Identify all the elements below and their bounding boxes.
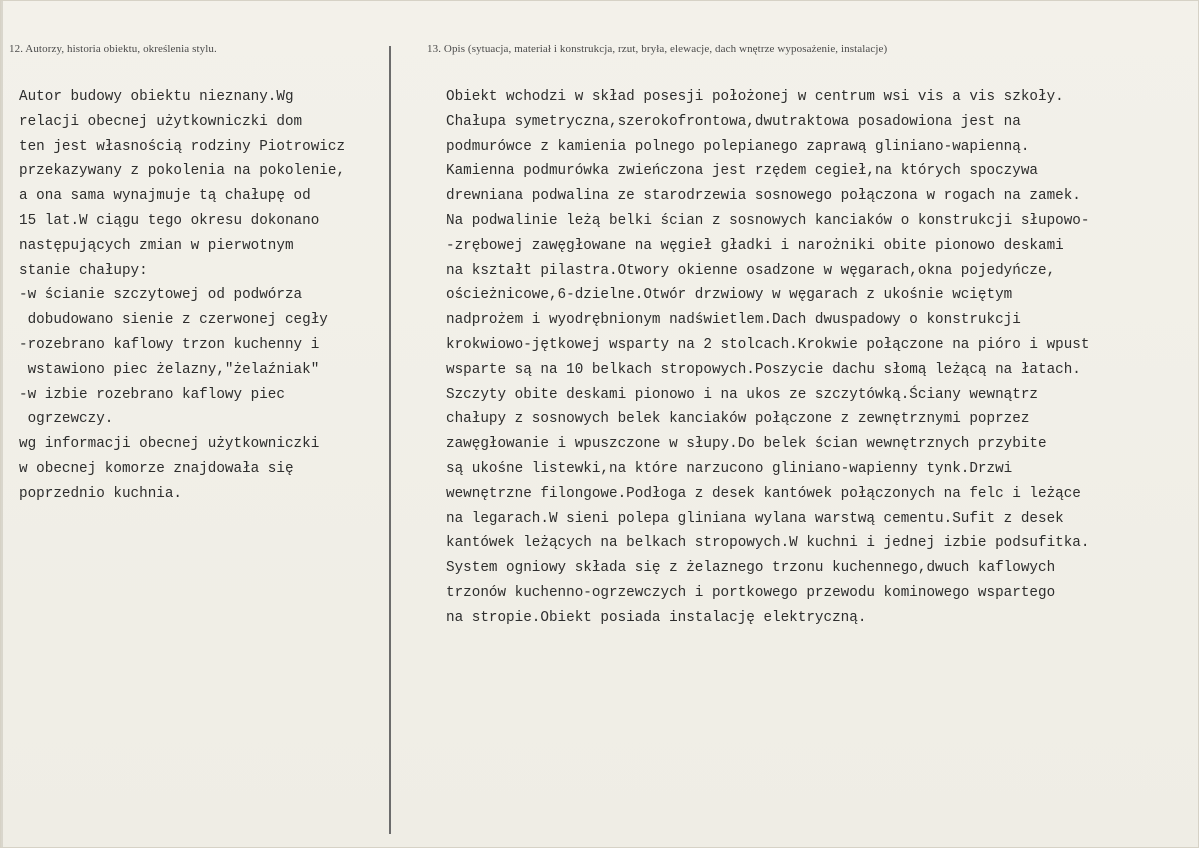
description-text-line: nadprożem i wyodrębnionym nadświetlem.Dach dwuspadowy o konstrukcji	[446, 312, 1021, 329]
history-text-line: stanie chałupy:	[19, 262, 148, 279]
description-text-line: System ogniowy składa się z żelaznego trzonu kuchennego,dwuch kaflowych	[446, 560, 1056, 577]
description-text-line: Na podwalinie leżą belki ścian z sosnowych kanciaków o konstrukcji słupowo-	[446, 212, 1090, 229]
description-text-line: ościeżnicowe,6-dzielne.Otwór drzwiowy w węgarach z ukośnie wciętym	[446, 287, 1013, 304]
description-text-line: Szczyty obite deskami pionowo i na ukos ze szczytówką.Ściany wewnątrz	[446, 386, 1038, 403]
history-text-line: w obecnej komorze znajdowała się	[19, 460, 294, 477]
history-text-line: wg informacji obecnej użytkowniczki	[19, 436, 320, 453]
description-text-line: -zrębowej zawęgłowane na węgieł gładki i narożniki obite pionowo deskami	[446, 237, 1064, 254]
description-text-line: Kamienna podmurówka zwieńczona jest rzędem cegieł,na których spoczywa	[446, 163, 1038, 180]
section-12-header: 12. Autorzy, historia obiektu, określenia stylu.	[9, 43, 217, 55]
description-text-column	[446, 85, 1191, 631]
history-text-line: -w izbie rozebrano kaflowy piec	[19, 386, 285, 403]
description-text-line: podmurówce z kamienia polnego polepianego zaprawą gliniano-wapienną.	[446, 138, 1030, 155]
section-13-header: 13. Opis (sytuacja, materiał i konstrukcja, rzut, bryła, elewacje, dach wnętrze wyposażenie, instalacje)	[427, 43, 888, 55]
history-text-line: Autor budowy obiektu nieznany.Wg	[19, 89, 294, 105]
history-text-line: relacji obecnej użytkowniczki dom	[19, 113, 303, 130]
description-text-line: wsparte są na 10 belkach stropowych.Poszycie dachu słomą leżącą na łatach.	[446, 361, 1081, 378]
description-text-line: Chałupa symetryczna,szerokofrontowa,dwutraktowa posadowiona jest na	[446, 113, 1021, 130]
column-divider	[389, 46, 391, 834]
history-text-line: ogrzewczy.	[19, 411, 114, 428]
description-text-line: chałupy z sosnowych belek kanciaków połączone z zewnętrznymi poprzez	[446, 411, 1030, 428]
history-text-column	[19, 85, 389, 507]
description-text-line: zawęgłowanie i wpuszczone w słupy.Do belek ścian wewnętrznych przybite	[446, 436, 1047, 453]
history-text-line: 15 lat.W ciągu tego okresu dokonano	[19, 212, 320, 229]
description-text-line: na stropie.Obiekt posiada instalację elektryczną.	[446, 609, 867, 626]
description-text-line: są ukośne listewki,na które narzucono gliniano-wapienny tynk.Drzwi	[446, 460, 1013, 477]
history-text-line: następujących zmian w pierwotnym	[19, 237, 294, 254]
history-text-line: -w ścianie szczytowej od podwórza	[19, 287, 303, 304]
description-text-line: Obiekt wchodzi w skład posesji położonej w centrum wsi vis a vis szkoły.	[446, 89, 1064, 105]
description-text-line: na kształt pilastra.Otwory okienne osadzone w węgarach,okna pojedyńcze,	[446, 262, 1056, 279]
history-text-line: dobudowano sienie z czerwonej cegły	[19, 312, 328, 329]
history-text-line: przekazywany z pokolenia na pokolenie,	[19, 163, 346, 180]
description-text-line: na legarach.W sieni polepa gliniana wylana warstwą cementu.Sufit z desek	[446, 510, 1064, 527]
history-text-line: wstawiono piec żelazny,"żelaźniak"	[19, 361, 320, 378]
history-text-line: -rozebrano kaflowy trzon kuchenny i	[19, 336, 320, 353]
history-text-line: poprzednio kuchnia.	[19, 485, 183, 502]
description-text-line: krokwiowo-jętkowej wsparty na 2 stolcach.Krokwie połączone na pióro i wpust	[446, 336, 1090, 353]
history-text-line: ten jest własnością rodziny Piotrowicz	[19, 138, 346, 155]
description-text-line: kantówek leżących na belkach stropowych.W kuchni i jednej izbie podsufitka.	[446, 535, 1090, 552]
description-text-line: trzonów kuchenno-ogrzewczych i portkowego przewodu kominowego wspartego	[446, 584, 1056, 601]
description-text-line: wewnętrzne filongowe.Podłoga z desek kantówek połączonych na felc i leżące	[446, 485, 1081, 502]
description-text-line: drewniana podwalina ze starodrzewia sosnowego połączona w rogach na zamek.	[446, 188, 1081, 205]
history-text-line: a ona sama wynajmuje tą chałupę od	[19, 188, 311, 205]
